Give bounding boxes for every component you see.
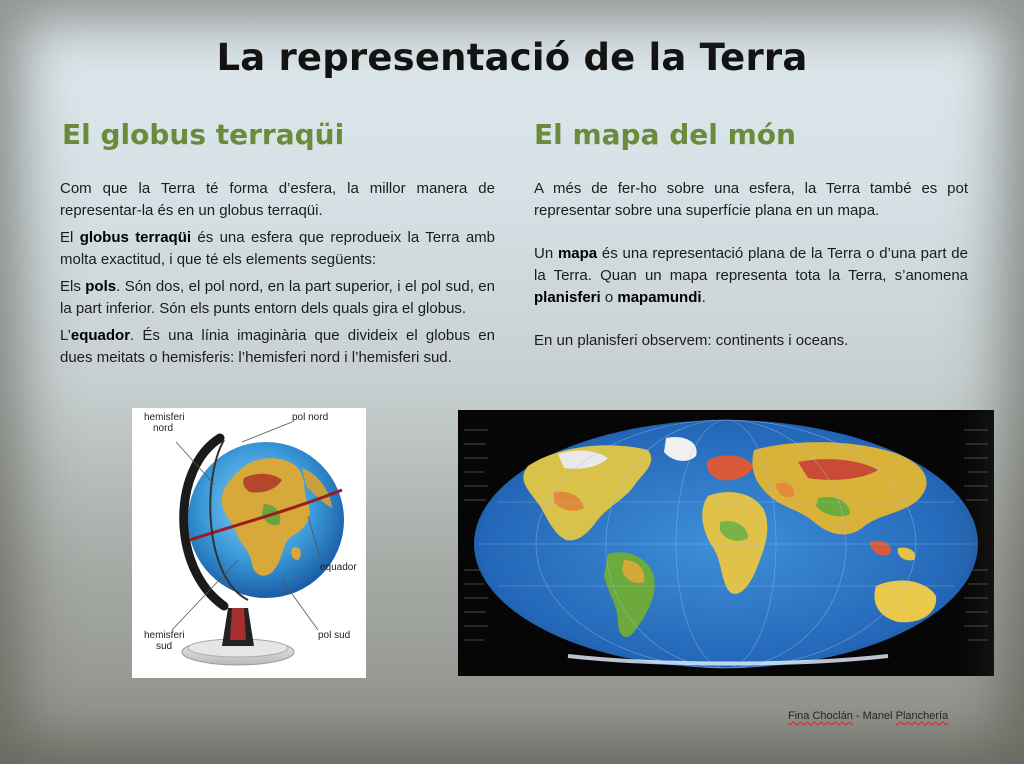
left-paragraph-2 [60, 227, 495, 271]
bold-term: mapamundi [617, 289, 702, 306]
right-heading: El mapa del món [534, 118, 796, 151]
left-paragraph-4 [60, 325, 495, 369]
label-line: hemisferi [144, 630, 185, 641]
footer-credits [788, 710, 948, 722]
author-separator: - Manel [852, 710, 896, 722]
right-paragraph-1: A més de fer-ho sobre una esfera, la Terra també es pot representar sobre una superfície plana en un mapa. [534, 180, 968, 219]
author-1: Fina Choclán [788, 710, 853, 722]
left-paragraph-3 [60, 276, 495, 320]
text-span: és una esfera que reprodueix la Terra amb molta exactitud, i que té els elements següents: [60, 229, 495, 268]
text-span: és una representació plana de la Terra o d’una part de la Terra. Quan un mapa representa tota la Terra, s’anomena [534, 245, 968, 284]
globe-image [132, 408, 366, 678]
label-equador: equador [320, 562, 357, 573]
label-hemisferi-sud [144, 630, 185, 652]
right-paragraph-2 [534, 243, 968, 309]
bold-term: pols [85, 278, 117, 295]
label-line: nord [153, 423, 174, 434]
text-span: o [600, 289, 618, 306]
bold-term: globus terraqüi [79, 229, 192, 246]
bold-term: equador [70, 327, 131, 344]
left-paragraph-1: Com que la Terra té forma d’esfera, la millor manera de representar-la és en un globus terraqüi. [60, 180, 495, 219]
bold-term: mapa [557, 245, 598, 262]
text-span: El [60, 229, 80, 246]
text-span: L’ [60, 327, 71, 344]
label-pol-nord: pol nord [292, 412, 329, 423]
bold-term: planisferi [534, 289, 601, 306]
slide-title: La representació de la Terra [216, 36, 808, 79]
text-span: . Són dos, el pol nord, en la part superior, i el pol sud, en la part inferior. Són els punts entorn dels quals gira el globus. [60, 278, 495, 317]
world-map-illustration [458, 410, 994, 676]
text-span: Un [534, 245, 558, 262]
left-text [60, 178, 495, 369]
label-hemisferi-nord [144, 412, 185, 434]
right-text [534, 178, 968, 352]
text-span: . És una línia imaginària que divideix el globus en dues meitats o hemisferis: l’hemisferi nord i l’hemisferi sud. [60, 327, 495, 366]
author-2-surname: Planchería [895, 710, 949, 722]
text-span: Els [60, 278, 86, 295]
world-map-image [458, 410, 994, 676]
right-paragraph-3: En un planisferi observem: continents i oceans. [534, 332, 849, 349]
left-heading: El globus terraqüi [62, 118, 345, 151]
text-span: . [701, 289, 706, 306]
label-line: hemisferi [144, 412, 185, 423]
label-line: sud [156, 641, 173, 652]
label-pol-sud: pol sud [318, 630, 351, 641]
